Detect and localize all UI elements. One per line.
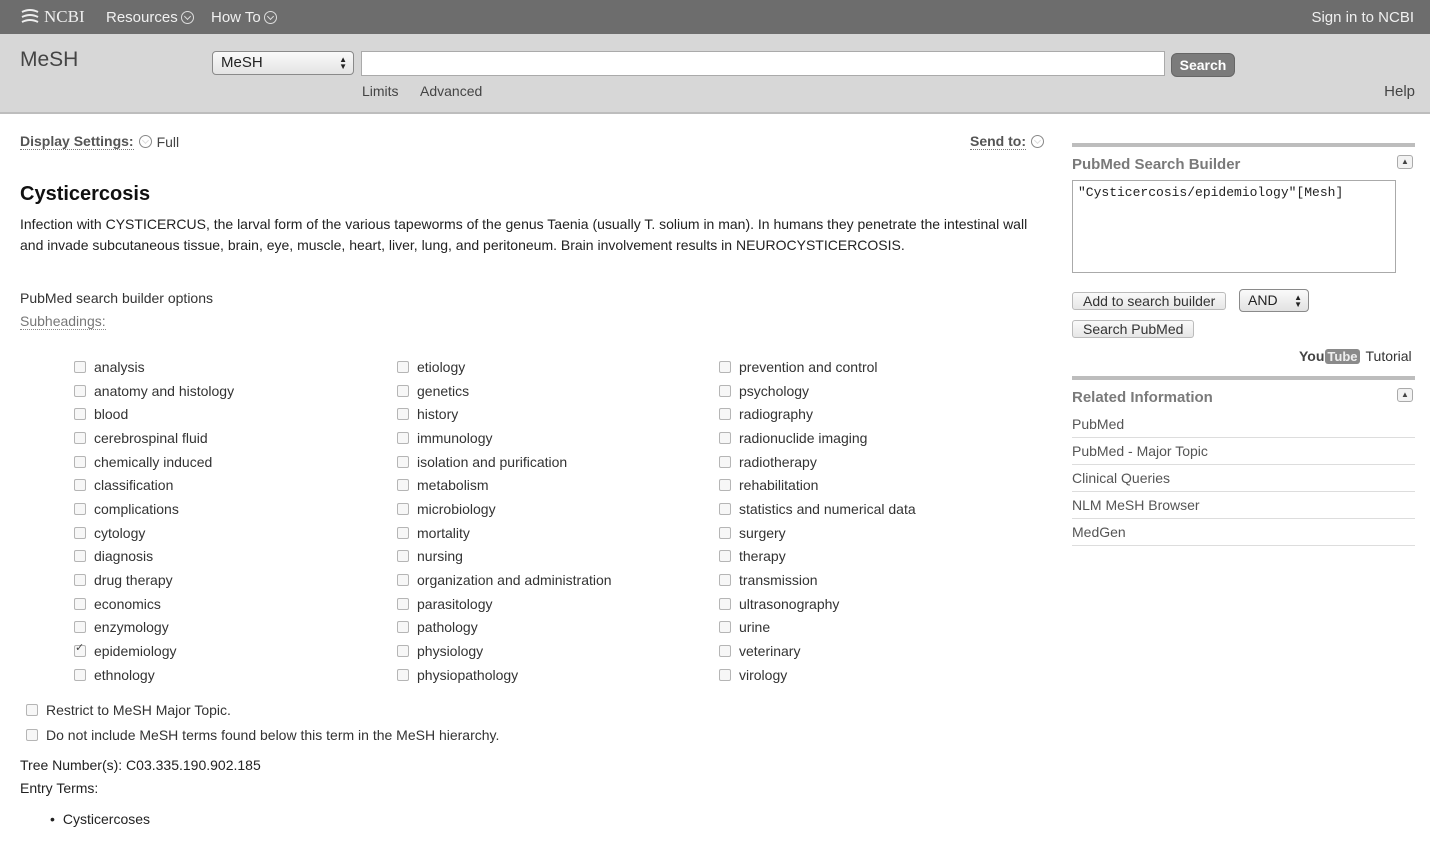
subheading-checkbox[interactable] <box>397 361 409 373</box>
subheading-label: epidemiology <box>94 643 177 660</box>
subheading-option[interactable] <box>397 473 612 497</box>
subheading-checkbox[interactable] <box>74 456 86 468</box>
page-title: Cysticercosis <box>20 183 151 205</box>
subheading-option[interactable] <box>397 379 612 403</box>
subheading-label: parasitology <box>417 595 493 612</box>
database-select-value: MeSH <box>221 54 263 71</box>
subheading-label: cytology <box>94 524 146 541</box>
subheading-option[interactable] <box>74 545 234 569</box>
tree-number: Tree Number(s): C03.335.190.902.185 <box>20 757 261 773</box>
subheading-label: pathology <box>417 619 478 636</box>
ncbi-top-bar <box>0 0 1430 34</box>
subheading-label: enzymology <box>94 619 169 636</box>
subheading-label: economics <box>94 595 161 612</box>
subheading-label: diagnosis <box>94 548 154 565</box>
subheading-column <box>719 355 916 687</box>
subheading-label: nursing <box>417 548 463 565</box>
subheading-label: therapy <box>739 548 786 565</box>
no-explode-option[interactable] <box>26 722 499 747</box>
subheading-column <box>74 355 234 687</box>
subheading-checkbox[interactable] <box>719 456 731 468</box>
subheading-checkbox[interactable] <box>397 574 409 586</box>
related-link[interactable]: NLM MeSH Browser <box>1072 492 1415 519</box>
youtube-tutorial-link[interactable] <box>1299 348 1412 364</box>
ncbi-logo-icon <box>20 8 40 26</box>
select-arrows-icon: ▲ ▼ <box>339 55 347 71</box>
operator-select[interactable] <box>1239 289 1309 312</box>
subheading-checkbox[interactable] <box>397 669 409 681</box>
subheading-checkbox[interactable] <box>74 361 86 373</box>
subheading-option[interactable] <box>74 497 234 521</box>
add-to-builder-button[interactable]: Add to search builder <box>1072 292 1226 310</box>
subheading-label: rehabilitation <box>739 477 819 494</box>
subheading-label: veterinary <box>739 643 801 660</box>
subheading-checkbox[interactable] <box>74 527 86 539</box>
subheading-checkbox[interactable] <box>719 361 731 373</box>
subheading-label: surgery <box>739 524 786 541</box>
subheading-checkbox[interactable] <box>397 456 409 468</box>
database-title: MeSH <box>20 48 79 71</box>
chevron-down-icon <box>181 11 194 24</box>
builder-title: PubMed Search Builder <box>1072 156 1241 173</box>
subheading-checkbox[interactable] <box>74 385 86 397</box>
subheading-label: microbiology <box>417 500 496 517</box>
search-band <box>0 34 1430 114</box>
subheading-option[interactable] <box>74 402 234 426</box>
subheading-checkbox[interactable] <box>397 408 409 420</box>
subheading-option[interactable] <box>719 379 916 403</box>
sign-in-link[interactable]: Sign in to NCBI <box>1311 9 1414 26</box>
subheading-checkbox[interactable] <box>719 645 731 657</box>
subheading-label: organization and administration <box>417 572 612 589</box>
subheading-label: transmission <box>739 572 818 589</box>
subheading-checkbox[interactable] <box>719 598 731 610</box>
subheading-option[interactable] <box>74 473 234 497</box>
chevron-down-icon <box>264 11 277 24</box>
search-pubmed-button[interactable]: Search PubMed <box>1072 320 1194 338</box>
collapse-icon[interactable]: ▲ <box>1397 155 1413 169</box>
collapse-icon[interactable]: ▲ <box>1397 388 1413 402</box>
subheading-option[interactable] <box>719 521 916 545</box>
subheading-option[interactable] <box>397 521 612 545</box>
subheading-option[interactable] <box>719 616 916 640</box>
subheading-option[interactable] <box>74 568 234 592</box>
subheading-checkbox[interactable] <box>74 408 86 420</box>
select-arrows-icon: ▲ ▼ <box>1294 293 1302 309</box>
entry-terms-label: Entry Terms: <box>20 780 99 796</box>
subheading-label: virology <box>739 666 788 683</box>
subheading-checkbox[interactable] <box>719 669 731 681</box>
subheading-checkbox[interactable] <box>719 408 731 420</box>
subheading-option[interactable] <box>74 450 234 474</box>
limits-link[interactable]: Limits <box>362 83 399 99</box>
subheading-checkbox[interactable] <box>74 432 86 444</box>
subheading-option[interactable] <box>719 663 916 687</box>
subheading-option[interactable] <box>397 568 612 592</box>
subheading-option[interactable] <box>74 639 234 663</box>
subheading-option[interactable] <box>74 592 234 616</box>
subheading-label: analysis <box>94 358 145 375</box>
related-link[interactable]: MedGen <box>1072 519 1415 546</box>
subheading-label: mortality <box>417 524 470 541</box>
subheading-checkbox[interactable] <box>397 385 409 397</box>
subheading-label: history <box>417 406 459 423</box>
restrict-major-label: Restrict to MeSH Major Topic. <box>46 701 231 718</box>
subheading-checkbox[interactable] <box>397 550 409 562</box>
subheading-option[interactable] <box>397 497 612 521</box>
subheading-option[interactable] <box>719 473 916 497</box>
subheading-option[interactable] <box>397 545 612 569</box>
help-link[interactable]: Help <box>1384 83 1415 100</box>
subheading-checkbox[interactable] <box>719 385 731 397</box>
related-divider <box>1072 376 1415 380</box>
subheading-option[interactable] <box>397 639 612 663</box>
send-to-label: Send to: <box>970 133 1026 149</box>
subheading-label: metabolism <box>417 477 489 494</box>
subheading-checkbox[interactable] <box>74 574 86 586</box>
related-link[interactable]: PubMed <box>1072 411 1415 438</box>
subheading-label: immunology <box>417 429 493 446</box>
subheading-option[interactable] <box>719 426 916 450</box>
search-builder-textarea[interactable]: "Cysticercosis/epidemiology"[Mesh] <box>1072 180 1396 273</box>
subheading-checkbox[interactable] <box>74 645 86 657</box>
subheading-option[interactable] <box>397 402 612 426</box>
subheading-checkbox[interactable] <box>74 503 86 515</box>
subheading-label: ethnology <box>94 666 155 683</box>
subheading-checkbox[interactable] <box>397 527 409 539</box>
subheading-checkbox[interactable] <box>719 432 731 444</box>
subheading-option[interactable] <box>719 355 916 379</box>
subheading-option[interactable] <box>74 521 234 545</box>
subheading-label: statistics and numerical data <box>739 500 916 517</box>
chevron-down-icon <box>1031 135 1044 148</box>
subheading-option[interactable] <box>74 426 234 450</box>
subheading-checkbox[interactable] <box>74 550 86 562</box>
ncbi-brand-text: NCBI <box>44 7 85 26</box>
subheading-checkbox[interactable] <box>74 598 86 610</box>
subheading-checkbox[interactable] <box>74 669 86 681</box>
subheading-checkbox[interactable] <box>397 479 409 491</box>
subheading-checkbox[interactable] <box>74 479 86 491</box>
restrict-major-checkbox[interactable] <box>26 704 38 716</box>
tutorial-label: Tutorial <box>1365 348 1412 364</box>
subheading-label: ultrasonography <box>739 595 840 612</box>
subheading-label: etiology <box>417 358 466 375</box>
subheading-option[interactable] <box>397 450 612 474</box>
subheading-option[interactable] <box>719 497 916 521</box>
subheading-label: prevention and control <box>739 358 878 375</box>
database-select[interactable] <box>212 51 354 75</box>
subheading-label: cerebrospinal fluid <box>94 429 208 446</box>
subheading-label: classification <box>94 477 174 494</box>
chevron-down-icon <box>139 135 152 148</box>
subheading-option[interactable] <box>74 379 234 403</box>
subheading-checkbox[interactable] <box>397 598 409 610</box>
subheading-label: isolation and purification <box>417 453 568 470</box>
subheadings-label[interactable]: Subheadings: <box>20 313 106 329</box>
subheading-option[interactable] <box>397 592 612 616</box>
builder-divider <box>1072 143 1415 147</box>
subheading-checkbox[interactable] <box>719 550 731 562</box>
display-settings-label: Display Settings: <box>20 133 134 149</box>
subheading-checkbox[interactable] <box>719 621 731 633</box>
entry-terms-list <box>50 811 150 827</box>
related-link[interactable]: Clinical Queries <box>1072 465 1415 492</box>
subheading-option[interactable] <box>397 426 612 450</box>
subheading-checkbox[interactable] <box>397 503 409 515</box>
subheading-label: blood <box>94 406 129 423</box>
subheading-label: psychology <box>739 382 810 399</box>
subheading-option[interactable] <box>719 592 916 616</box>
advanced-link[interactable]: Advanced <box>420 83 483 99</box>
subheading-option[interactable] <box>74 616 234 640</box>
subheading-option[interactable] <box>719 450 916 474</box>
subheading-label: physiopathology <box>417 666 519 683</box>
subheading-label: physiology <box>417 643 484 660</box>
subheading-label: anatomy and histology <box>94 382 235 399</box>
no-explode-checkbox[interactable] <box>26 729 38 741</box>
subheading-checkbox[interactable] <box>397 645 409 657</box>
restriction-options <box>26 697 499 747</box>
subheading-checkbox[interactable] <box>397 621 409 633</box>
builder-options-label: PubMed search builder options <box>20 290 214 306</box>
subheading-label: drug therapy <box>94 572 173 589</box>
subheading-option[interactable] <box>719 545 916 569</box>
subheading-option[interactable] <box>397 616 612 640</box>
subheading-label: chemically induced <box>94 453 213 470</box>
subheading-label: radionuclide imaging <box>739 429 868 446</box>
related-link[interactable]: PubMed - Major Topic <box>1072 438 1415 465</box>
subheading-label: urine <box>739 619 771 636</box>
search-input[interactable] <box>361 51 1165 76</box>
search-button[interactable]: Search <box>1171 53 1235 77</box>
youtube-icon: You Tube <box>1299 348 1358 364</box>
subheading-option[interactable] <box>397 355 612 379</box>
resources-menu[interactable] <box>106 9 194 26</box>
subheading-option[interactable] <box>719 568 916 592</box>
subheading-label: genetics <box>417 382 470 399</box>
ncbi-logo[interactable] <box>20 7 85 27</box>
how-to-menu[interactable] <box>211 9 277 26</box>
subheading-label: complications <box>94 500 179 517</box>
related-title: Related Information <box>1072 389 1213 406</box>
no-explode-label: Do not include MeSH terms found below this term in the MeSH hierarchy. <box>46 726 500 743</box>
subheading-label: radiotherapy <box>739 453 817 470</box>
subheading-option[interactable] <box>74 355 234 379</box>
subheading-checkbox[interactable] <box>719 479 731 491</box>
subheading-option[interactable] <box>719 402 916 426</box>
subheading-option[interactable] <box>397 663 612 687</box>
restrict-major-option[interactable] <box>26 697 499 722</box>
display-settings[interactable] <box>20 133 179 150</box>
resources-label: Resources <box>106 9 178 26</box>
subheading-checkbox[interactable] <box>719 574 731 586</box>
display-settings-value: Full <box>156 133 180 150</box>
subheading-option[interactable] <box>719 639 916 663</box>
entry-term: • Cysticercoses <box>50 811 150 827</box>
subheading-checkbox[interactable] <box>397 432 409 444</box>
subheading-checkbox[interactable] <box>719 527 731 539</box>
subheading-option[interactable] <box>74 663 234 687</box>
subheading-column <box>397 355 612 687</box>
scope-note: Infection with CYSTICERCUS, the larval form of the various tapeworms of the genus Taenia (usually T. solium in man). In humans they penetrate the intestinal wall and invade subcutaneous tissue, brain, eye, muscle, heart, liver, lung, and peritoneum. Brain involvement results in NEUROCYSTICERCOSIS. <box>20 216 1028 253</box>
send-to-menu[interactable] <box>970 133 1044 150</box>
how-to-label: How To <box>211 9 261 26</box>
subheading-checkbox[interactable] <box>719 503 731 515</box>
subheading-checkbox[interactable] <box>74 621 86 633</box>
related-links <box>1072 411 1415 546</box>
operator-value: AND <box>1248 292 1278 308</box>
subheading-label: radiography <box>739 406 813 423</box>
